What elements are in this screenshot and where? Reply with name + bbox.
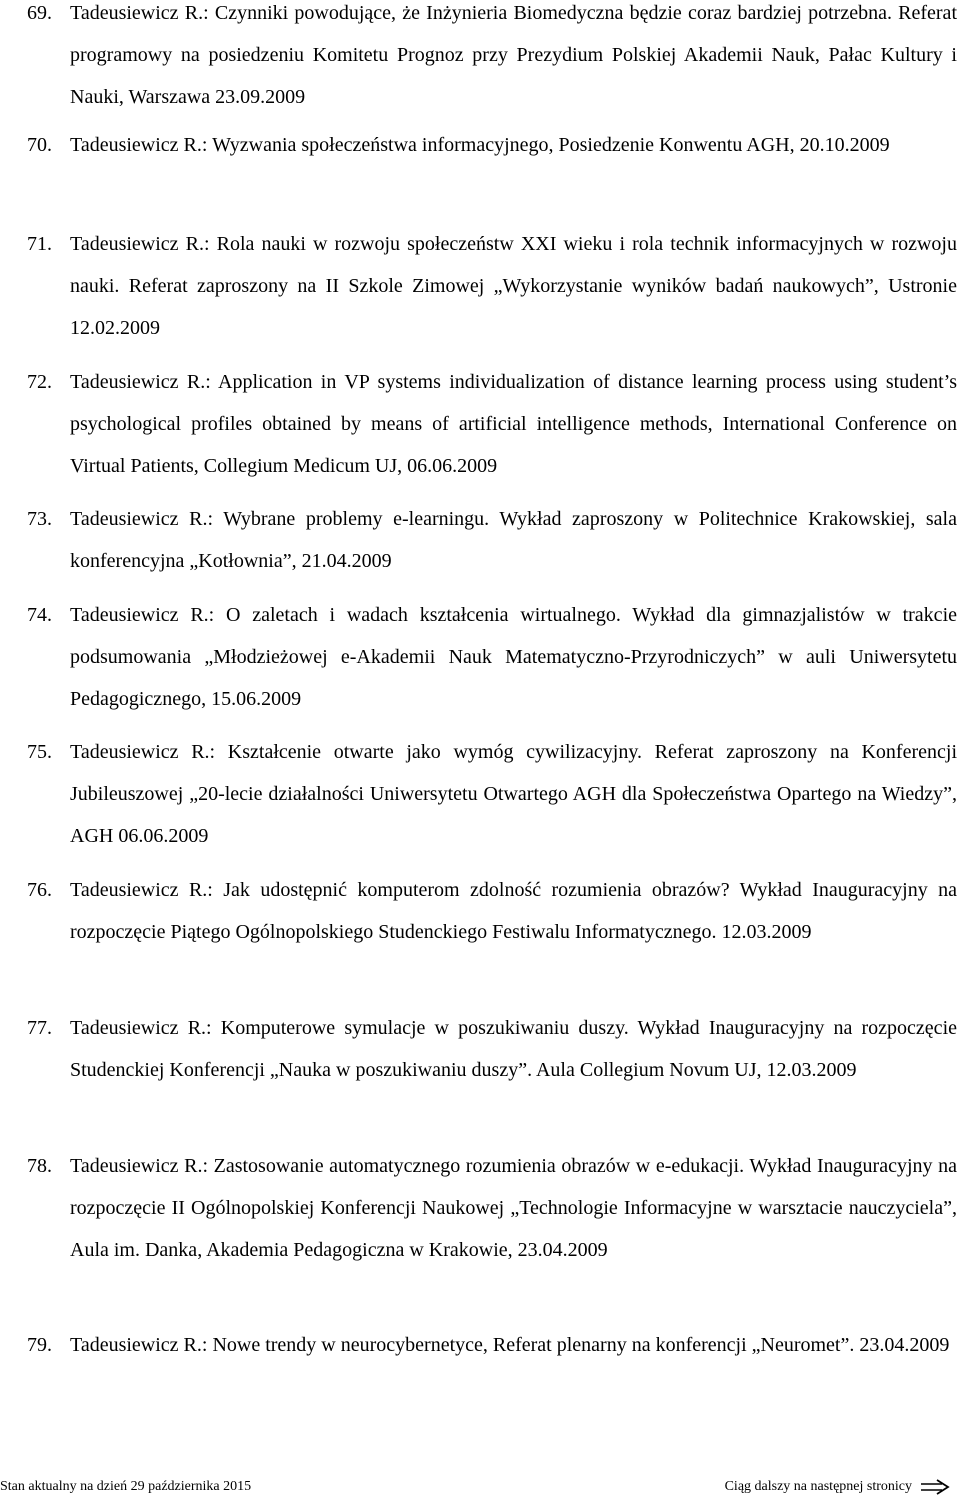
entry-number: 72. — [27, 371, 52, 393]
list-item-79 — [0, 1324, 960, 1366]
entry-text: Tadeusiewicz R.: Application in VP systems individualization of distance learning process using student’s psychological profiles obtained by means of artificial intelligence methods, International Conference on Virtual Patients, Collegium Medicum UJ, 06.06.2009 — [70, 371, 957, 477]
entry-text: Tadeusiewicz R.: Rola nauki w rozwoju społeczeństw XXI wieku i rola technik informacyjnych w rozwoju nauki. Referat zaproszony na II Szkole Zimowej „Wykorzystanie wyników badań naukowych”, Ustronie 12.02.2009 — [70, 233, 957, 339]
entry-text: Tadeusiewicz R.: Jak udostępnić komputerom zdolność rozumienia obrazów? Wykład Inauguracyjny na rozpoczęcie Piątego Ogólnopolskiego Studenckiego Festiwalu Informatycznego. 12.03.2009 — [70, 879, 957, 943]
list-item-74 — [0, 594, 960, 720]
entry-text: Tadeusiewicz R.: O zaletach i wadach kształcenia wirtualnego. Wykład dla gimnazjalistów w trakcie podsumowania „Młodzieżowej e-Akademii Nauk Matematyczno-Przyrodniczych” w auli Uniwersytetu Pedagogicznego, 15.06.2009 — [70, 604, 957, 710]
list-item-69 — [0, 0, 960, 118]
entry-number: 78. — [27, 1155, 52, 1177]
entry-number: 71. — [27, 233, 52, 255]
list-item-77 — [0, 1007, 960, 1091]
double-right-arrow-icon — [920, 1479, 950, 1495]
entry-number: 77. — [27, 1017, 52, 1039]
entry-text: Tadeusiewicz R.: Czynniki powodujące, że Inżynieria Biomedyczna będzie coraz bardziej potrzebna. Referat programowy na posiedzeniu Komitetu Prognoz przy Prezydium Polskiej Akademii Nauk, Pałac Kultury i Nauki, Warszawa 23.09.2009 — [70, 2, 957, 108]
list-item-73 — [0, 498, 960, 582]
entry-number: 74. — [27, 604, 52, 626]
entry-text: Tadeusiewicz R.: Komputerowe symulacje w poszukiwaniu duszy. Wykład Inauguracyjny na rozpoczęcie Studenckiej Konferencji „Nauka w poszukiwaniu duszy”. Aula Collegium Novum UJ, 12.03.2009 — [70, 1017, 957, 1081]
list-item-71 — [0, 223, 960, 349]
list-item-72 — [0, 361, 960, 487]
footer-continued — [725, 1479, 950, 1495]
page-footer — [0, 1478, 960, 1500]
list-item-75 — [0, 731, 960, 857]
entry-number: 76. — [27, 879, 52, 901]
footer-continued-label: Ciąg dalszy na następnej stronicy — [724, 1479, 912, 1494]
entry-text: Tadeusiewicz R.: Kształcenie otwarte jako wymóg cywilizacyjny. Referat zaproszony na Konferencji Jubileuszowej „20-lecie działalności Uniwersytetu Otwartego AGH dla Społeczeństwa Opartego na Wiedzy”, AGH 06.06.2009 — [70, 741, 957, 847]
entry-number: 70. — [27, 134, 52, 156]
list-item-70 — [0, 124, 960, 166]
entry-number: 69. — [27, 2, 52, 24]
entry-number: 79. — [27, 1334, 52, 1356]
list-item-78 — [0, 1145, 960, 1271]
entry-text: Tadeusiewicz R.: Nowe trendy w neurocybernetyce, Referat plenarny na konferencji „Neuromet”. 23.04.2009 — [70, 1334, 950, 1356]
footer-status: Stan aktualny na dzień 29 października 2015 — [0, 1479, 252, 1494]
list-item-76 — [0, 869, 960, 953]
entry-text: Tadeusiewicz R.: Zastosowanie automatycznego rozumienia obrazów w e-edukacji. Wykład Inauguracyjny na rozpoczęcie II Ogólnopolskiej Konferencji Naukowej „Technologie Informacyjne w warsztacie nauczyciela”, Aula im. Danka, Akademia Pedagogiczna w Krakowie, 23.04.2009 — [70, 1155, 957, 1261]
entry-number: 75. — [27, 741, 52, 763]
entry-text: Tadeusiewicz R.: Wyzwania społeczeństwa informacyjnego, Posiedzenie Konwentu AGH, 20.10.2009 — [70, 134, 890, 156]
entry-number: 73. — [27, 508, 52, 530]
entry-text: Tadeusiewicz R.: Wybrane problemy e-learningu. Wykład zaproszony w Politechnice Krakowskiej, sala konferencyjna „Kotłownia”, 21.04.2009 — [70, 508, 957, 572]
